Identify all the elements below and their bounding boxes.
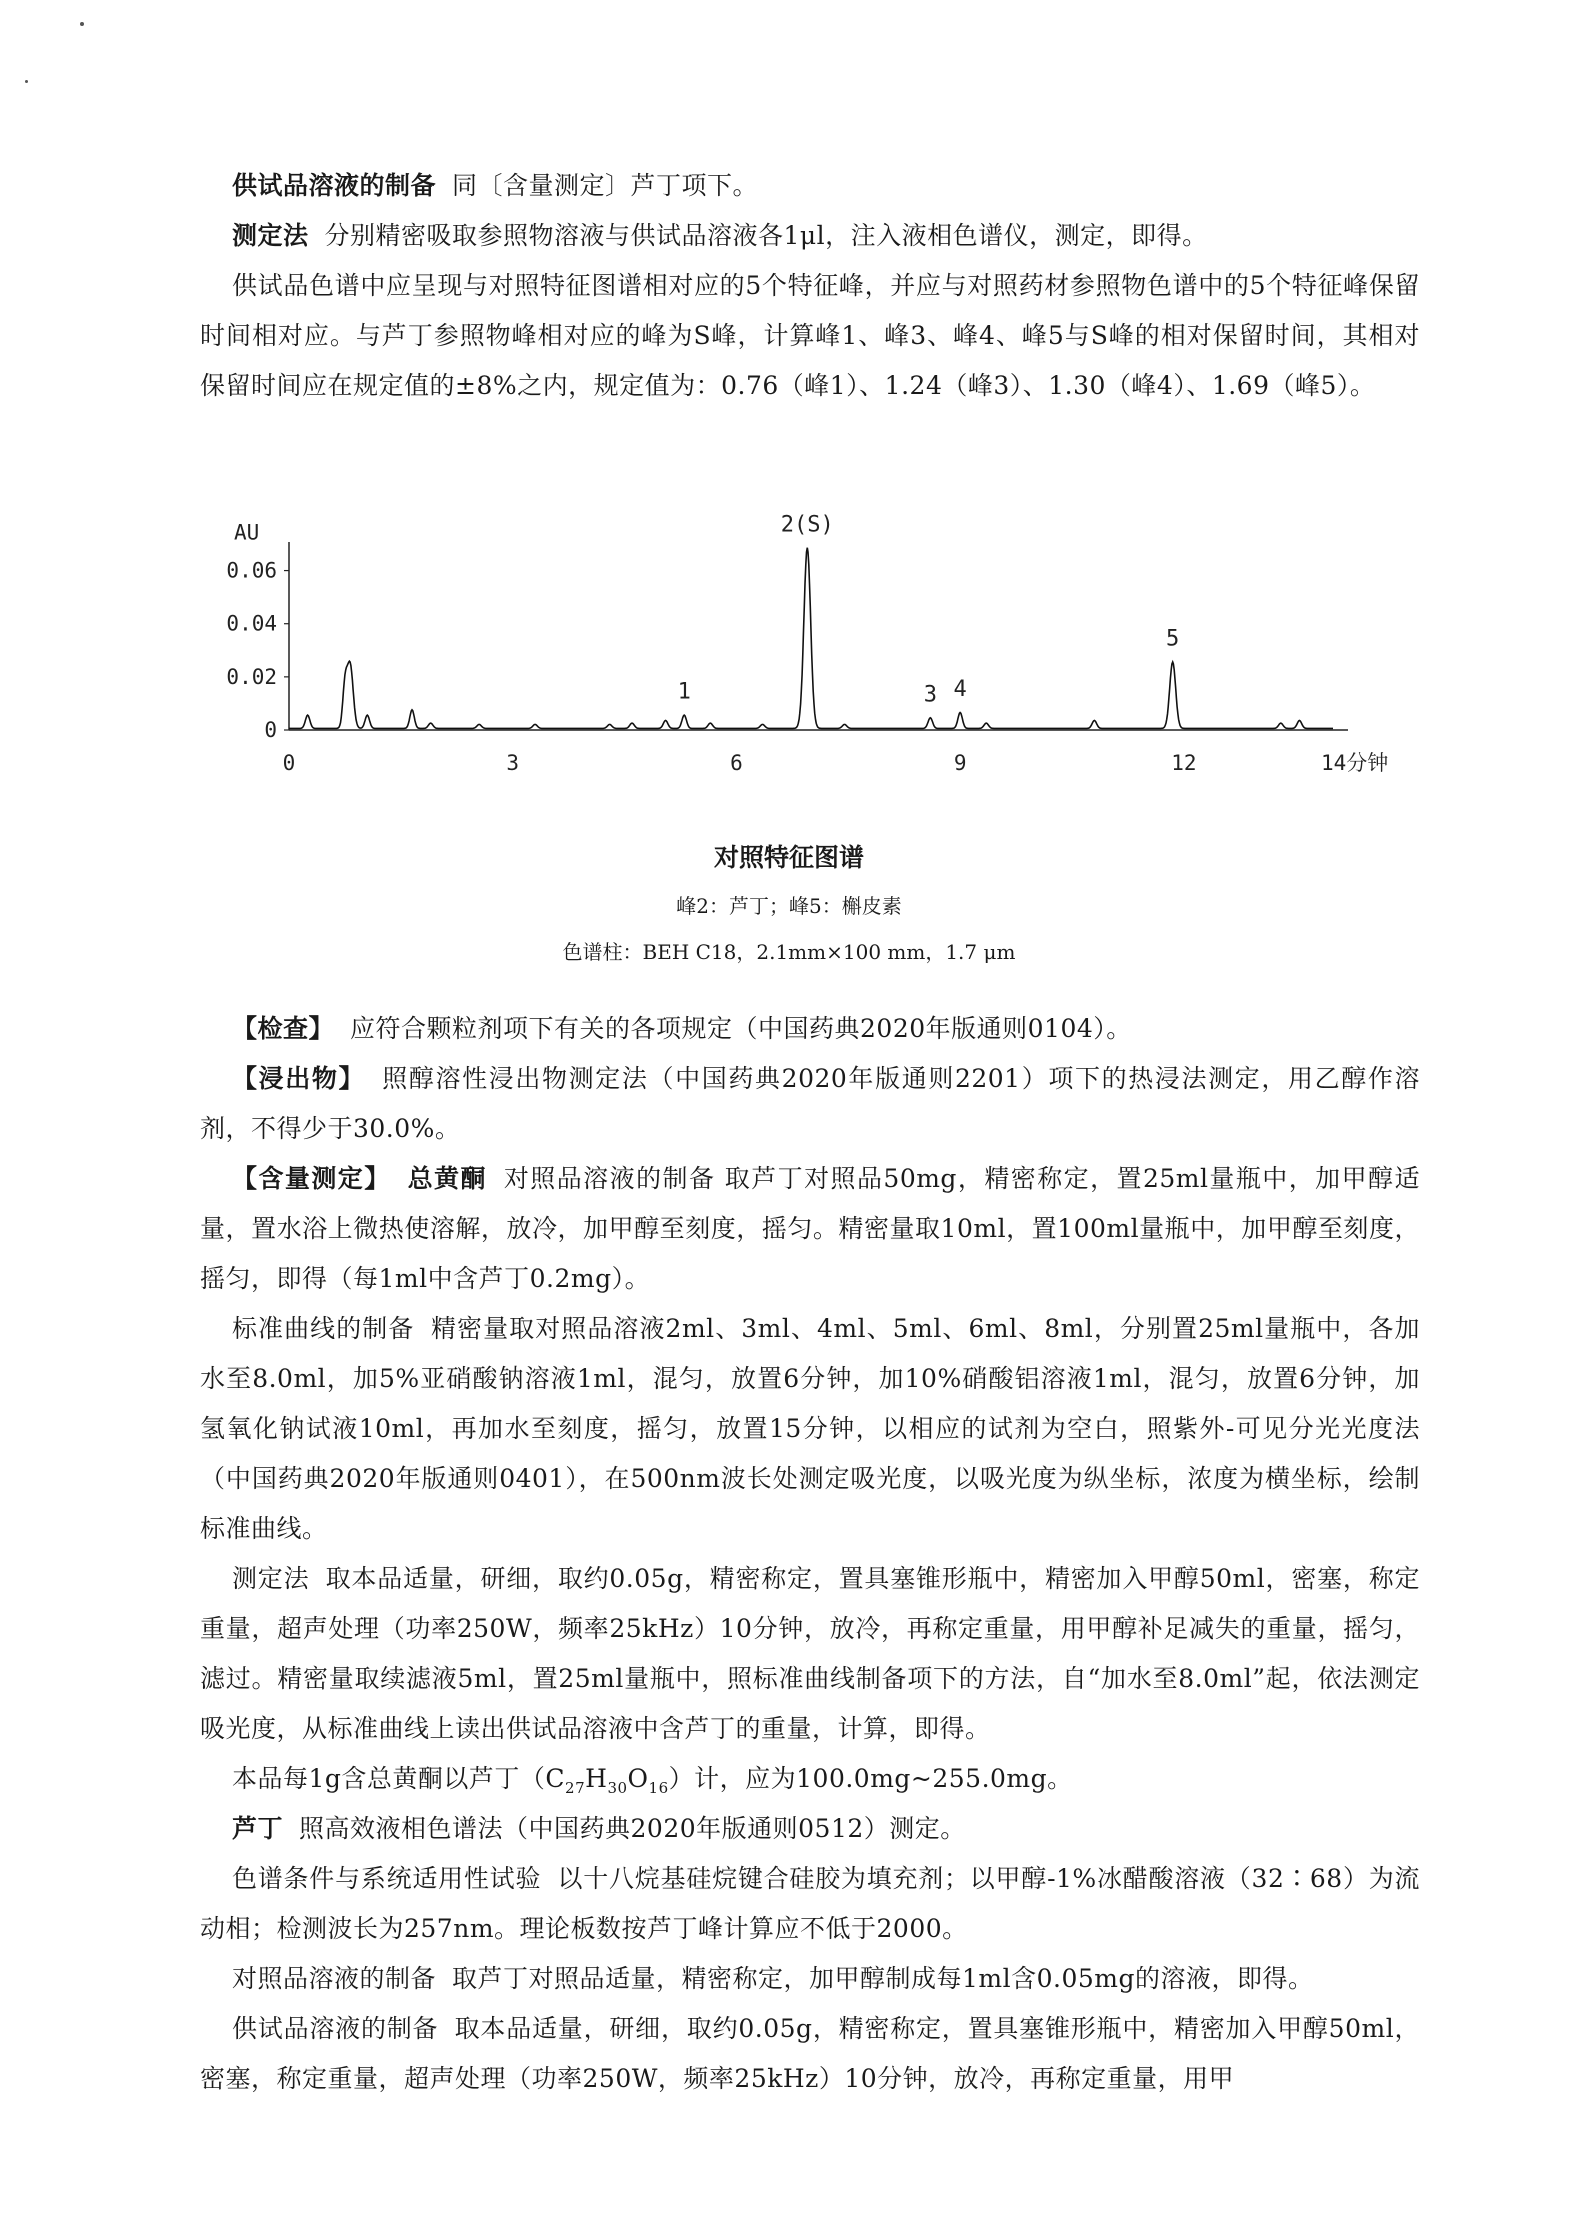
formula-o: O (627, 1764, 649, 1793)
conditions-label: 色谱条件与系统适用性试验 (232, 1864, 542, 1893)
peak-label: 4 (953, 677, 967, 703)
rutin-label: 芦丁 (232, 1814, 284, 1843)
sample-prep-label: 供试品溶液的制备 (232, 171, 437, 200)
extract-text: 照醇溶性浸出物测定法（中国药典2020年版通则2201）项下的热浸法测定，用乙醇作溶剂，不得少于30.0%。 (200, 1064, 1420, 1143)
sample-prep2-paragraph (200, 2004, 1420, 2104)
assay-label: 【含量测定】 (232, 1164, 391, 1193)
criteria-paragraph: 供试品色谱中应呈现与对照特征图谱相对应的5个特征峰，并应与对照药材参照物色谱中的5个特征峰保留时间相对应。与芦丁参照物峰相对应的峰为S峰，计算峰1、峰3、峰4、峰5与S峰的相对保留时间，其相对保留时间应在规定值的±8%之内，规定值为：0.76（峰1）、1.24（峰3）、1.30（峰4）、1.69（峰5）。 (200, 271, 1420, 400)
method-text: 分别精密吸取参照物溶液与供试品溶液各1μl，注入液相色谱仪，测定，即得。 (324, 221, 1208, 250)
y-axis-unit-label: AU (234, 520, 260, 545)
column-caption: 色谱柱：BEH C18，2.1mm×100 mm，1.7 μm (562, 940, 1016, 964)
y-tick-label: 0.06 (226, 558, 277, 583)
extract-label: 【浸出物】 (232, 1064, 366, 1093)
sample-prep2-label: 供试品溶液的制备 (232, 2014, 439, 2043)
rutin-text: 照高效液相色谱法（中国药典2020年版通则0512）测定。 (299, 1814, 966, 1843)
std-curve-label: 标准曲线的制备 (232, 1314, 415, 1343)
top-text-block (200, 161, 1420, 411)
formula-h: H (585, 1764, 608, 1793)
formula-sub-h: 30 (607, 1779, 628, 1797)
rutin-paragraph (200, 1804, 1420, 1854)
limit-text-end: ）计，应为100.0mg~255.0mg。 (668, 1764, 1073, 1793)
method-paragraph (200, 211, 1420, 261)
assay-paragraph (200, 1154, 1420, 1304)
limit-text-start: 本品每1g含总黄酮以芦丁（C (232, 1764, 566, 1793)
peak-label: 3 (923, 682, 937, 708)
check-label: 【检查】 (232, 1014, 335, 1043)
x-tick-label: 12 (1171, 751, 1197, 775)
assay-method-label: 测定法 (232, 1564, 310, 1593)
check-paragraph (200, 1004, 1420, 1054)
scan-speck (80, 22, 84, 26)
conditions-paragraph (200, 1854, 1420, 1954)
y-tick-label: 0.02 (226, 664, 277, 689)
assay-method-text: 取本品适量，研细，取约0.05g，精密称定，置具塞锥形瓶中，精密加入甲醇50ml，密塞，称定重量，超声处理（功率250W，频率25kHz）10分钟，放冷，再称定重量，用甲醇补足减失的重量，摇匀，滤过。精密量取续滤液5ml，置25ml量瓶中，照标准曲线制备项下的方法，自“加水至8.0ml”起，依法测定吸光度，从标准曲线上读出供试品溶液中含芦丁的重量，计算，即得。 (200, 1564, 1420, 1743)
std-curve-text: 精密量取对照品溶液2ml、3ml、4ml、5ml、6ml、8ml，分别置25ml量瓶中，各加水至8.0ml，加5%亚硝酸钠溶液1ml，混匀，放置6分钟，加10%硝酸铝溶液1ml，混匀，放置6分钟，加氢氧化钠试液10ml，再加水至刻度，摇匀，放置15分钟，以相应的试剂为空白，照紫外-可见分光光度法（中国药典2020年版通则0401），在500nm波长处测定吸光度，以吸光度为纵坐标，浓度为横坐标，绘制标准曲线。 (200, 1314, 1420, 1543)
method-label: 测定法 (232, 221, 309, 250)
scan-speck (25, 80, 28, 83)
x-tick-label: 9 (953, 751, 967, 775)
y-tick-label: 0.04 (226, 611, 277, 636)
chromatogram-chart (200, 480, 1440, 810)
peak-label: 2(S) (780, 512, 834, 538)
x-tick-label: 0 (282, 751, 296, 775)
x-tick-label: 3 (506, 751, 520, 775)
chromatogram-svg (200, 480, 1440, 810)
chart-title: 对照特征图谱 (713, 843, 864, 872)
std-curve-paragraph (200, 1304, 1420, 1554)
sample-prep-text: 同〔含量测定〕芦丁项下。 (452, 171, 759, 200)
formula-sub-o: 16 (648, 1779, 669, 1797)
limit-paragraph (200, 1754, 1420, 1804)
sample-prep2-text: 取本品适量，研细，取约0.05g，精密称定，置具塞锥形瓶中，精密加入甲醇50ml，密塞，称定重量，超声处理（功率250W，频率25kHz）10分钟，放冷，再称定重量，用甲 (200, 2014, 1420, 2093)
reference-prep-paragraph (200, 1954, 1420, 2004)
reference-prep-label: 对照品溶液的制备 (232, 1964, 437, 1993)
assay-text: 对照品溶液的制备 取芦丁对照品50mg，精密称定，置25ml量瓶中，加甲醇适量，置水浴上微热使溶解，放冷，加甲醇至刻度，摇匀。精密量取10ml，置100ml量瓶中，加甲醇至刻度，摇匀，即得（每1ml中含芦丁0.2mg）。 (200, 1164, 1420, 1293)
body-text-block (200, 1004, 1420, 2104)
sample-prep-paragraph (200, 161, 1420, 211)
x-tick-label: 6 (730, 751, 743, 775)
assay-method-paragraph (200, 1554, 1420, 1754)
conditions-text: 以十八烷基硅烷键合硅胶为填充剂；以甲醇-1%冰醋酸溶液（32∶68）为流动相；检测波长为257nm。理论板数按芦丁峰计算应不低于2000。 (200, 1864, 1420, 1943)
extract-paragraph (200, 1054, 1420, 1154)
check-text: 应符合颗粒剂项下有关的各项规定（中国药典2020年版通则0104）。 (350, 1014, 1132, 1043)
formula-sub-c: 27 (565, 1779, 586, 1797)
y-tick-label: 0 (264, 718, 277, 742)
peak-caption: 峰2：芦丁；峰5：槲皮素 (676, 894, 902, 918)
peak-label: 1 (677, 679, 691, 705)
x-tick-label: 14分钟 (1321, 751, 1389, 775)
assay-subheading: 总黄酮 (406, 1164, 487, 1193)
peak-label: 5 (1166, 626, 1180, 652)
reference-prep-text: 取芦丁对照品适量，精密称定，加甲醇制成每1ml含0.05mg的溶液，即得。 (452, 1964, 1314, 1993)
